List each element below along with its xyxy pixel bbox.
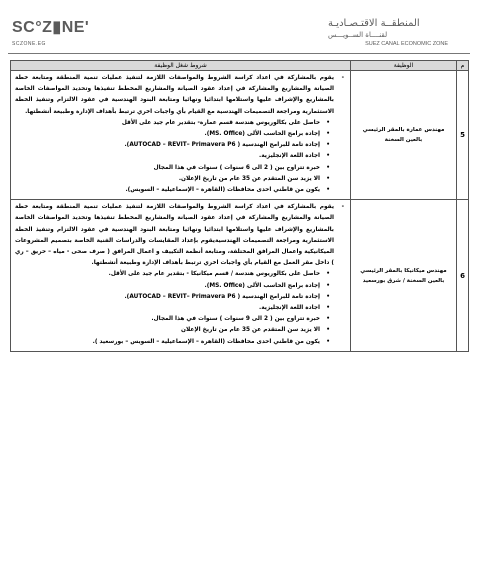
header-conditions: شروط شغل الوظيفة [11, 61, 351, 71]
condition-item: • الا يزيد سن المتقدم عن 35 عام من تاريخ الإعلان [15, 325, 346, 336]
conditions-list [15, 202, 346, 348]
condition-item: • إجادة برامج الحاسب الألى (MS. Office). [15, 129, 346, 140]
condition-item: • إجادة برامج الحاسب الألى (MS. Office). [15, 281, 346, 292]
logo-arabic-line2: لقنــــاة الســويـــس [328, 31, 388, 39]
logo-arabic-line1: المنطقــة الاقتـصـاديـة [328, 18, 420, 29]
condition-item: • حاصل على بكالوريوس هندسة قسم عمارة- بتقدير عام جيد على الأقل [15, 118, 346, 129]
condition-item: • خبرة تتراوح بين ( 2 الى 6 سنوات ) سنوات في هذا المجال [15, 163, 346, 174]
row-number: 5 [457, 71, 469, 200]
table-row [11, 71, 469, 200]
condition-item: • الا يزيد سن المتقدم عن 35 عام من تاريخ الإعلان. [15, 174, 346, 185]
logo-english-text: SUEZ CANAL ECONOMIC ZONE [365, 41, 448, 47]
header-num: م [457, 61, 469, 71]
condition-item: • حاصل على بكالوريوس هندسة / قسم ميكانيكا - بتقدير عام جيد على الأقل. [15, 269, 346, 280]
table-row [11, 200, 469, 352]
condition-item: • اجادة اللغة الإنجليزية. [15, 303, 346, 314]
header-job: الوظيفة [351, 61, 457, 71]
condition-item: - يقوم بالمشاركة في اعداد كراسة الشروط والمواصفات اللازمة لتنفيذ عمليات تنمية المنطقة ومتابعة خطة الصيانة والمشاريع والمشاركة في إعداد عقود الصيانة والمشاريع المخطط تنفيذها وتحديد المواصفات الخاصة بالمشاريع والإشراف عليها واستلامها ابتدائيا ونهائيا ومتابعة البنود الهندسية في عقود الالتزام وتنفيذ الخطة الاستثمارية ومراجعة التصميمات الهندسيةيقوم بإعداد المقايسات والدراسات الفنية الخاصة بتصميم المشروعات الميكانيكية واعمال المرافق المختلفة، ومتابعة أنظمة التكييف و اعمال المرافق ( صرف صحى - مياه – حريق – ري ) داخل مقر العمل مع القيام بأي واجبات اخري ترتبط بأهداف الإدارة وطبيعة أنشطتها. [15, 202, 346, 269]
job-conditions [11, 200, 351, 352]
condition-item: • يكون من قاطني احدى محافظات (القاهرة – الإسماعيلية – السويس – بورسعيد ). [15, 337, 346, 348]
sczone-logo [12, 20, 89, 47]
header-divider [8, 53, 470, 54]
job-conditions [11, 71, 351, 200]
condition-item: • يكون من قاطني احدى محافظات (القاهرة – الإسماعيلية – السويس). [15, 185, 346, 196]
condition-item: • إجادة تامة للبرامج الهندسية ( AUTOCAD – REVIT– Primavera P6). [15, 292, 346, 303]
job-title: مهندس عمارة بالمقر الرئيسي بالعين السخنة [351, 71, 457, 200]
condition-item: • خبرة تتراوح بين ( 2 الى 9 سنوات ) سنوات في هذا المجال. [15, 314, 346, 325]
suez-canal-economic-zone-logo [328, 18, 448, 47]
sczone-logo-text: SC°Z▮NE' [12, 19, 90, 36]
condition-item: • اجادة اللغة الإنجليزية. [15, 151, 346, 162]
job-title: مهندس ميكانيكا بالمقر الرئيسي بالعين السخنة / شرق بورسعيد [351, 200, 457, 352]
table-header-row [11, 61, 469, 71]
jobs-table [10, 60, 469, 352]
table-body [11, 71, 469, 352]
sczone-logo-subtext: SCZONE.EG [12, 41, 46, 47]
conditions-list [15, 73, 346, 196]
row-number: 6 [457, 200, 469, 352]
condition-item: - يقوم بالمشاركة في اعداد كراسة الشروط والمواصفات اللازمة لتنفيذ عمليات تنمية المنطقة ومتابعة خطة الصيانة والمشاريع والمشاركة في إعداد عقود الصيانة والمشاريع المخطط تنفيذها وتحديد المواصفات الخاصة بالمشاريع والإشراف عليها واستلامها ابتدائيا ونهائيا ومتابعة البنود الهندسية في عقود الالتزام وتنفيذ الخطة الاستثمارية ومراجعة التصميمات الهندسية مع القيام بأي واجبات اخري ترتبط بأهداف الإدارة وطبيعة أنشطتها. [15, 73, 346, 118]
page-header [8, 18, 470, 54]
condition-item: • إجادة تامة للبرامج الهندسية ( AUTOCAD – REVIT– Primavera P6). [15, 140, 346, 151]
